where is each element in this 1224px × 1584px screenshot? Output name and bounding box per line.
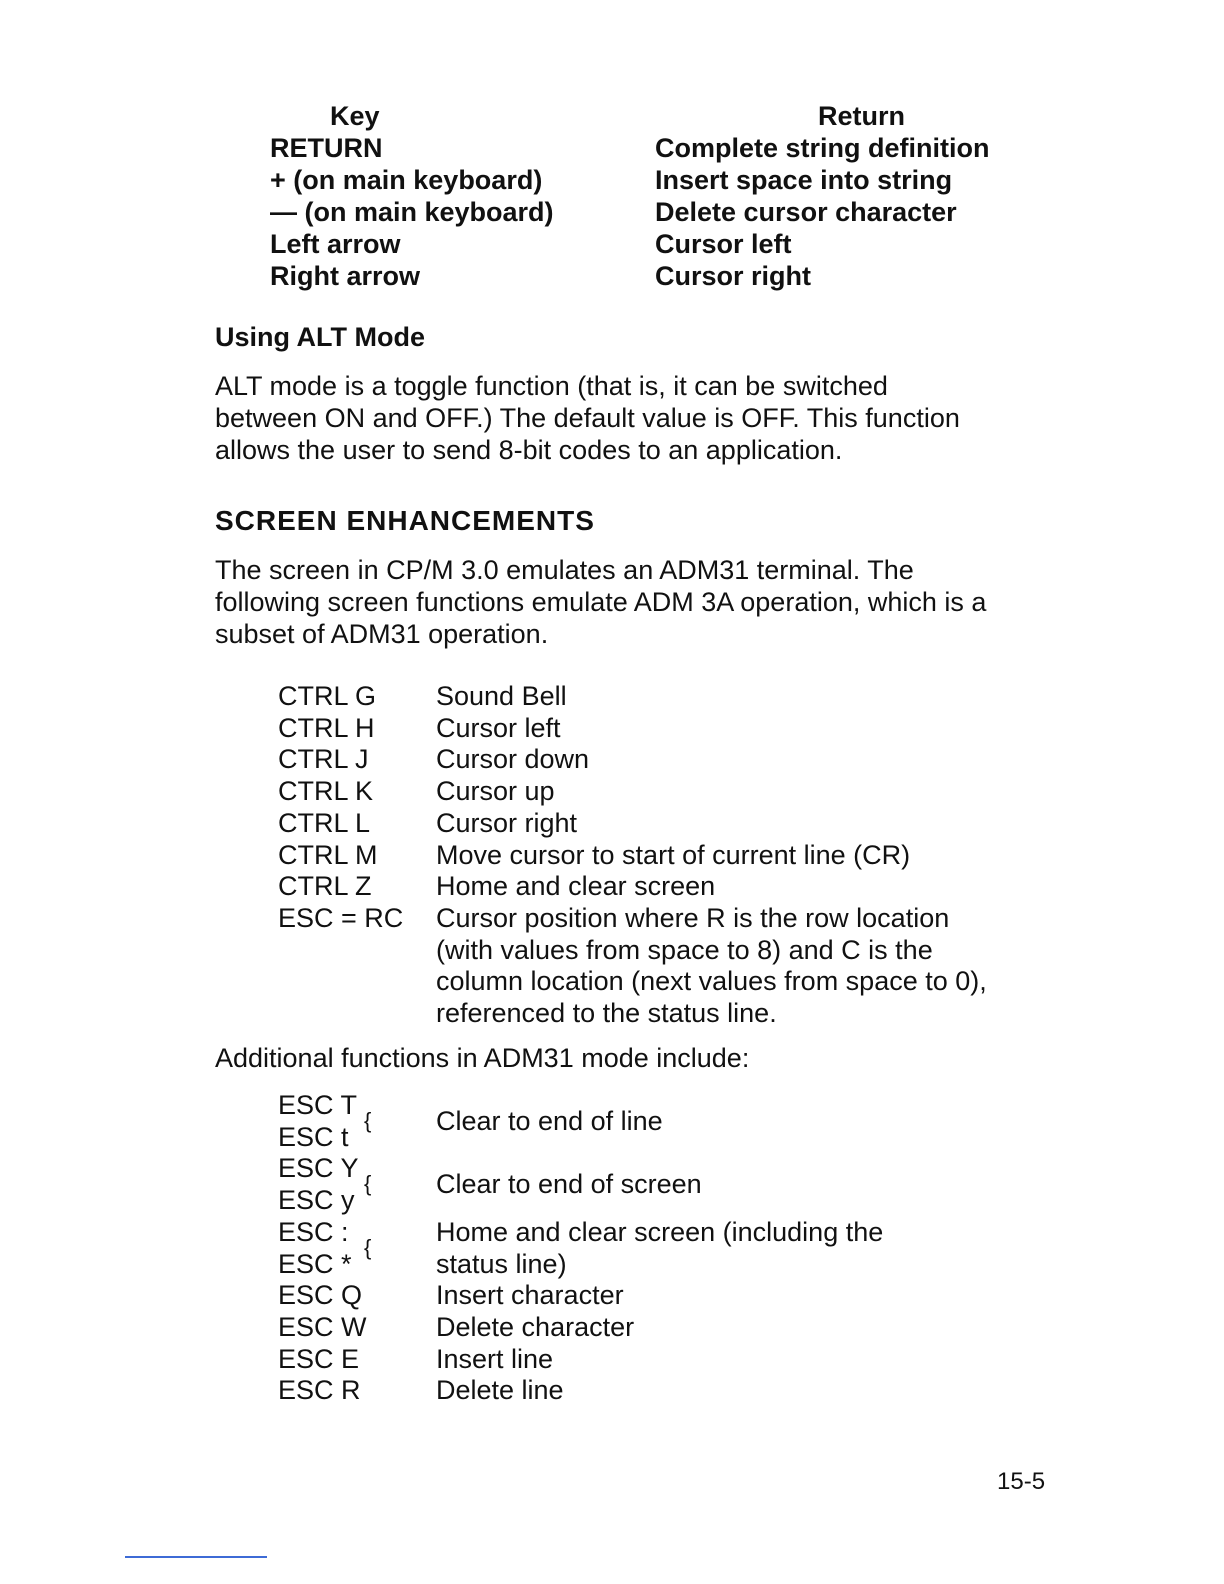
paragraph-line: subset of ADM31 operation.	[215, 619, 549, 649]
esc-pair-description	[436, 1153, 702, 1216]
return-column-header: Return	[818, 101, 905, 131]
paragraph-line: following screen functions emulate ADM 3A operation, which is a	[215, 587, 987, 617]
esc-code-list	[278, 1090, 883, 1407]
alt-mode-paragraph	[215, 370, 960, 466]
code-row	[278, 840, 987, 872]
description-cell: status line)	[436, 1248, 567, 1279]
esc-pair-codes	[278, 1217, 436, 1280]
screen-paragraph	[215, 554, 986, 650]
ctrl-code-list	[278, 681, 987, 1030]
code-cell: ESC Y	[278, 1153, 359, 1184]
code-cell: CTRL M	[278, 839, 378, 870]
description-cell: (with values from space to 8) and C is the	[436, 934, 933, 965]
code-cell: ESC T	[278, 1090, 358, 1120]
return-cell: Insert space into string	[655, 165, 953, 195]
code-row	[278, 1375, 883, 1407]
paragraph-line: between ON and OFF.) The default value is OFF. This function	[215, 403, 960, 433]
code-row	[278, 808, 987, 840]
code-row	[278, 713, 987, 745]
description-cell: Cursor down	[436, 744, 590, 775]
paragraph-line: allows the user to send 8-bit codes to an application.	[215, 435, 843, 465]
key-table-row	[270, 196, 1030, 228]
key-table-header	[270, 100, 1030, 132]
description-cell: column location (next values from space to 0),	[436, 966, 987, 997]
esc-pair	[278, 1090, 883, 1153]
key-table-row	[270, 228, 1030, 260]
section-heading: SCREEN ENHANCEMENTS	[215, 505, 595, 536]
code-cell: ESC R	[278, 1375, 361, 1406]
description-cell: Move cursor to start of current line (CR)	[436, 839, 911, 870]
return-cell: Complete string definition	[655, 133, 990, 163]
code-cell: CTRL H	[278, 712, 375, 743]
description-cell: Clear to end of line	[436, 1105, 663, 1136]
key-table-row	[270, 164, 1030, 196]
code-row	[278, 681, 987, 713]
code-row	[278, 1280, 883, 1312]
key-cell: — (on main keyboard)	[270, 197, 554, 227]
code-row	[278, 935, 987, 967]
description-cell: Delete character	[436, 1311, 635, 1342]
code-cell: CTRL J	[278, 744, 369, 775]
return-cell: Delete cursor character	[655, 197, 957, 227]
description-cell: Clear to end of screen	[436, 1169, 702, 1200]
code-cell: ESC t	[278, 1121, 349, 1152]
description-cell: Cursor right	[436, 807, 578, 838]
esc-pair	[278, 1153, 883, 1216]
code-cell: CTRL G	[278, 681, 377, 711]
key-cell: RETURN	[270, 133, 383, 163]
description-cell: Home and clear screen	[436, 871, 716, 902]
description-cell: Delete line	[436, 1375, 564, 1406]
code-cell	[278, 935, 436, 967]
alt-mode-heading: Using ALT Mode	[215, 322, 425, 352]
code-row	[278, 776, 987, 808]
return-cell: Cursor right	[655, 261, 812, 291]
key-table-row	[270, 260, 1030, 292]
code-cell	[278, 966, 436, 998]
code-row	[278, 744, 987, 776]
esc-pair	[278, 1217, 883, 1280]
esc-pair-description	[436, 1090, 663, 1153]
description-cell: Sound Bell	[436, 681, 567, 711]
esc-pair-codes	[278, 1090, 436, 1153]
code-cell: ESC = RC	[278, 902, 404, 933]
key-cell: Right arrow	[270, 261, 421, 291]
code-row	[278, 871, 987, 903]
code-row	[278, 1344, 883, 1376]
esc-pair-description	[436, 1217, 883, 1280]
code-cell: CTRL L	[278, 807, 371, 838]
brace-icon: {	[364, 1171, 372, 1197]
brace-icon: {	[364, 1108, 372, 1133]
footer-rule	[125, 1556, 267, 1558]
description-cell: Insert character	[436, 1280, 624, 1311]
code-cell: ESC W	[278, 1311, 367, 1342]
description-cell: Cursor left	[436, 712, 561, 743]
brace-icon: {	[364, 1234, 372, 1260]
paragraph-line: The screen in CP/M 3.0 emulates an ADM31 terminal. The	[215, 555, 914, 585]
code-cell: ESC E	[278, 1343, 360, 1374]
description-cell: Cursor up	[436, 776, 555, 807]
code-cell: CTRL Z	[278, 871, 372, 902]
description-cell: Home and clear screen (including the	[436, 1216, 884, 1247]
code-cell	[278, 998, 436, 1030]
code-cell: ESC :	[278, 1216, 349, 1247]
code-row	[278, 998, 987, 1030]
return-cell: Cursor left	[655, 229, 792, 259]
paragraph-line: ALT mode is a toggle function (that is, it can be switched	[215, 371, 888, 401]
description-cell: Insert line	[436, 1343, 554, 1374]
key-return-table	[270, 100, 1030, 292]
code-cell: ESC y	[278, 1185, 355, 1216]
code-cell: ESC Q	[278, 1280, 363, 1311]
description-cell: referenced to the status line.	[436, 998, 777, 1029]
page-number: 15-5	[997, 1468, 1046, 1495]
code-row	[278, 903, 987, 935]
key-cell: + (on main keyboard)	[270, 165, 543, 195]
key-column-header: Key	[330, 101, 380, 131]
code-row	[278, 966, 987, 998]
code-row	[278, 1312, 883, 1344]
code-cell: ESC *	[278, 1248, 352, 1279]
description-cell: Cursor position where R is the row location	[436, 902, 950, 933]
key-table-row	[270, 132, 1030, 164]
key-cell: Left arrow	[270, 229, 401, 259]
additional-intro: Additional functions in ADM31 mode include:	[215, 1043, 750, 1073]
esc-pair-codes	[278, 1153, 436, 1216]
code-cell: CTRL K	[278, 776, 374, 807]
